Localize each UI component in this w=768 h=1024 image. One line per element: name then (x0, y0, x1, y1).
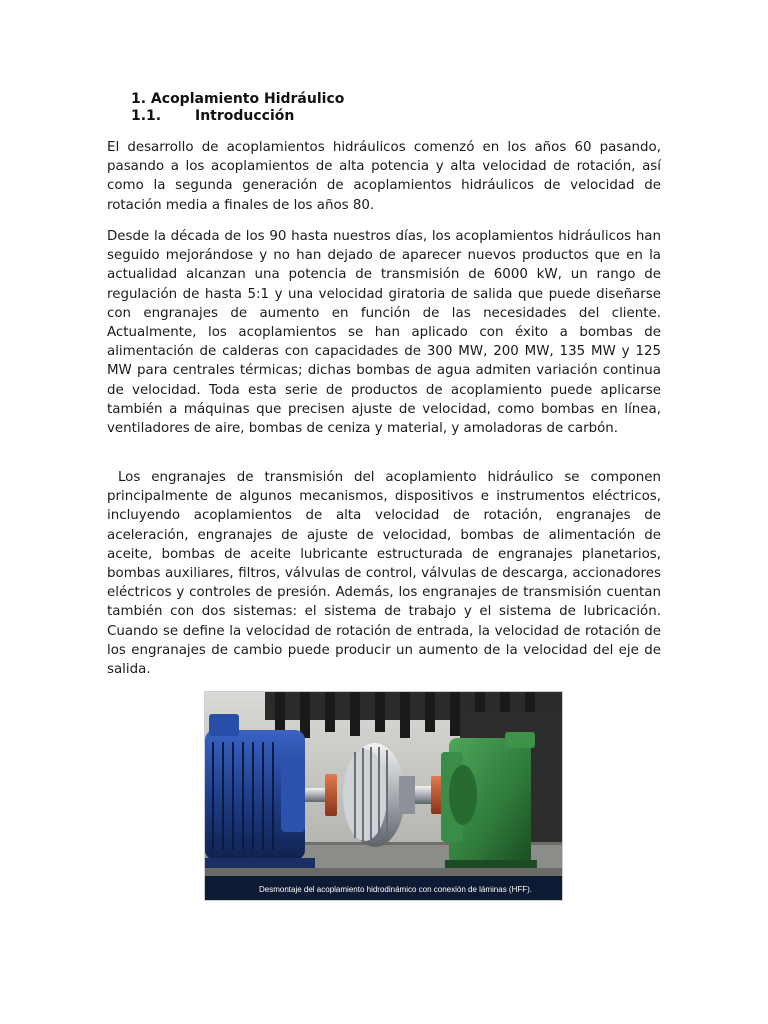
paragraph-3: Los engranajes de transmisión del acoplamiento hidráulico se componen principalmente de algunos mecanismos, dispositivos e instrumentos eléctricos, incluyendo acoplamientos de alta velocidad de rotación, engranajes de aceleración, engranajes de ajuste de velocidad, bombas de alimentación de aceite, bombas de aceite lubricante estructurada de engranajes planetarios, bombas auxiliares, filtros, válvulas de control, válvulas de descarga, accionadores eléctricos y controles de presión. Además, los engranajes de transmisión cuentan también con dos sistemas: el sistema de trabajo y el sistema de lubricación. Cuando se define la velocidad de rotación de entrada, la velocidad de rotación de los engranajes de cambio puede producir un aumento de la velocidad del eje de salida. (107, 470, 666, 678)
subsection-title: Introducción (195, 108, 295, 124)
figure-caption: Desmontaje del acoplamiento hidrodinámico con conexión de láminas (HFF). (259, 885, 533, 894)
section-heading: 1. Acoplamiento Hidráulico (131, 91, 345, 107)
paragraph-2: Desde la década de los 90 hasta nuestros días, los acoplamientos hidráulicos han seguido mejorándose y no han dejado de aparecer nuevos productos que en la actualidad alcanzan una potencia de transmisión de 6000 kW, un rango de regulación de hasta 5:1 y una velocidad giratoria de salida que puede diseñarse con engranajes de aumento en función de las necesidades del cliente. Actualmente, los acoplamientos se han aplicado con éxito a bombas de alimentación de calderas con capacidades de 300 MW, 200 MW, 135 MW y 125 MW para centrales térmicas; dichas bombas de agua admiten variación continua de velocidad. Toda esta serie de productos de acoplamiento puede aplicarse también a máquinas que precisen ajuste de velocidad, como bombas en línea, ventiladores de aire, bombas de ceniza y material, y amoladoras de carbón. (107, 229, 661, 437)
input-flange (325, 774, 337, 816)
input-shaft (305, 788, 327, 802)
subsection-heading (131, 107, 294, 125)
paragraph-1: El desarrollo de acoplamientos hidráulicos comenzó en los años 60 pasando, pasando a los acoplamientos de alta potencia y alta velocidad de rotación, así como la segunda generación de acoplamientos hidráulicos de velocidad de rotación media a finales de los años 80. (107, 140, 661, 213)
electric-motor (205, 714, 315, 870)
coupling-illustration (205, 692, 562, 900)
gearbox (441, 732, 537, 870)
subsection-number: 1.1. (131, 108, 162, 124)
coupling-figure (205, 692, 562, 900)
